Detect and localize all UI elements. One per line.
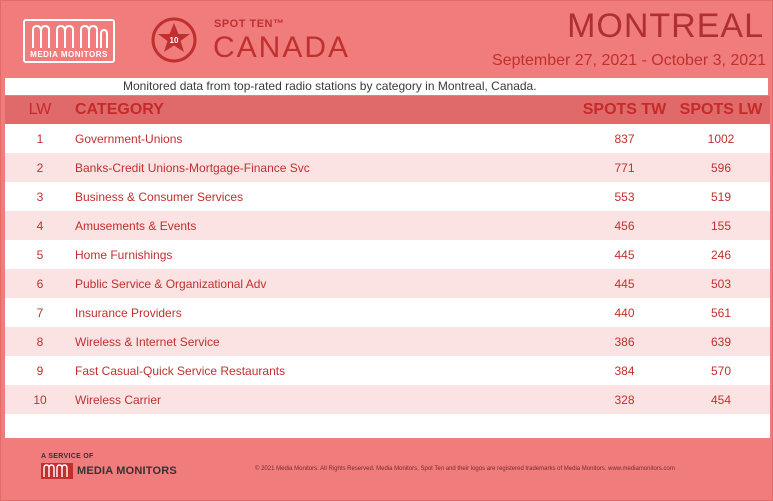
logo-text: MEDIA MONITORS [30,50,108,59]
cell-spots-tw: 553 [614,189,635,204]
cell-lw: 8 [36,334,44,349]
service-of-label: A SERVICE OF [41,453,94,460]
col-header-spots-lw: SPOTS LW [679,101,763,118]
cell-category: Banks-Credit Unions-Mortgage-Finance Svc [75,160,310,175]
table-header [5,96,770,124]
badge-number: 10 [169,36,179,45]
col-header-lw: LW [28,101,52,118]
table-row [5,153,770,182]
cell-lw: 5 [36,247,44,262]
cell-spots-tw: 771 [614,160,635,175]
table-row [5,356,770,385]
spot-ten-table [5,96,770,414]
cell-category: Home Furnishings [75,247,173,262]
cell-spots-lw: 1002 [707,131,735,146]
cell-lw: 10 [33,392,47,407]
cell-spots-lw: 561 [710,305,732,320]
cell-lw: 6 [36,276,44,291]
cell-spots-lw: 570 [710,363,732,378]
waveform-icon [31,24,109,50]
cell-spots-lw: 596 [710,160,732,175]
cell-spots-tw: 328 [614,392,635,407]
spot-ten-label: SPOT TEN™ [214,18,285,30]
cell-category: Business & Consumer Services [75,189,244,204]
cell-spots-lw: 639 [710,334,732,349]
subtitle: Monitored data from top-rated radio stations by category in Montreal, Canada. [5,78,768,95]
country-title: CANADA [213,31,351,64]
cell-lw: 7 [36,305,44,320]
table-row [5,240,770,269]
table-row [5,182,770,211]
city-title: MONTREAL [567,7,764,45]
cell-lw: 4 [36,218,44,233]
cell-category: Insurance Providers [75,305,182,320]
table-row [5,385,770,414]
cell-spots-tw: 384 [614,363,635,378]
footer-logo [41,463,177,479]
table-bottom-pad [5,414,770,438]
cell-spots-lw: 246 [710,247,732,262]
table-row [5,124,770,153]
cell-spots-tw: 445 [614,247,635,262]
date-range: September 27, 2021 - October 3, 2021 [492,52,766,69]
cell-spots-tw: 837 [614,131,635,146]
cell-spots-lw: 155 [710,218,732,233]
table-row [5,269,770,298]
cell-spots-lw: 519 [710,189,732,204]
cell-spots-lw: 503 [710,276,732,291]
waveform-icon [41,463,73,479]
col-header-spots-tw: SPOTS TW [582,101,667,118]
media-monitors-logo [23,19,115,63]
table-row [5,211,770,240]
cell-spots-tw: 445 [614,276,635,291]
col-header-category: CATEGORY [75,101,164,118]
spot-ten-badge-icon [151,17,197,63]
cell-lw: 9 [36,363,44,378]
cell-lw: 3 [36,189,44,204]
cell-category: Fast Casual-Quick Service Restaurants [75,363,286,378]
cell-lw: 1 [36,131,44,146]
cell-spots-lw: 454 [710,392,732,407]
cell-spots-tw: 386 [614,334,635,349]
cell-lw: 2 [36,160,44,175]
cell-category: Wireless Carrier [75,392,162,407]
table-row [5,327,770,356]
table-row [5,298,770,327]
cell-spots-tw: 456 [614,218,635,233]
copyright-text: © 2021 Media Monitors. All Rights Reserved. Media Monitors, Spot Ten and their logos are registered trademarks of Media Monitors. www.mediamonitors.com [255,466,675,472]
cell-category: Amusements & Events [75,218,197,233]
cell-spots-tw: 440 [614,305,635,320]
footer-logo-text: MEDIA MONITORS [77,465,177,477]
cell-category: Government-Unions [75,131,183,146]
cell-category: Wireless & Internet Service [75,334,220,349]
cell-category: Public Service & Organizational Adv [75,276,267,291]
